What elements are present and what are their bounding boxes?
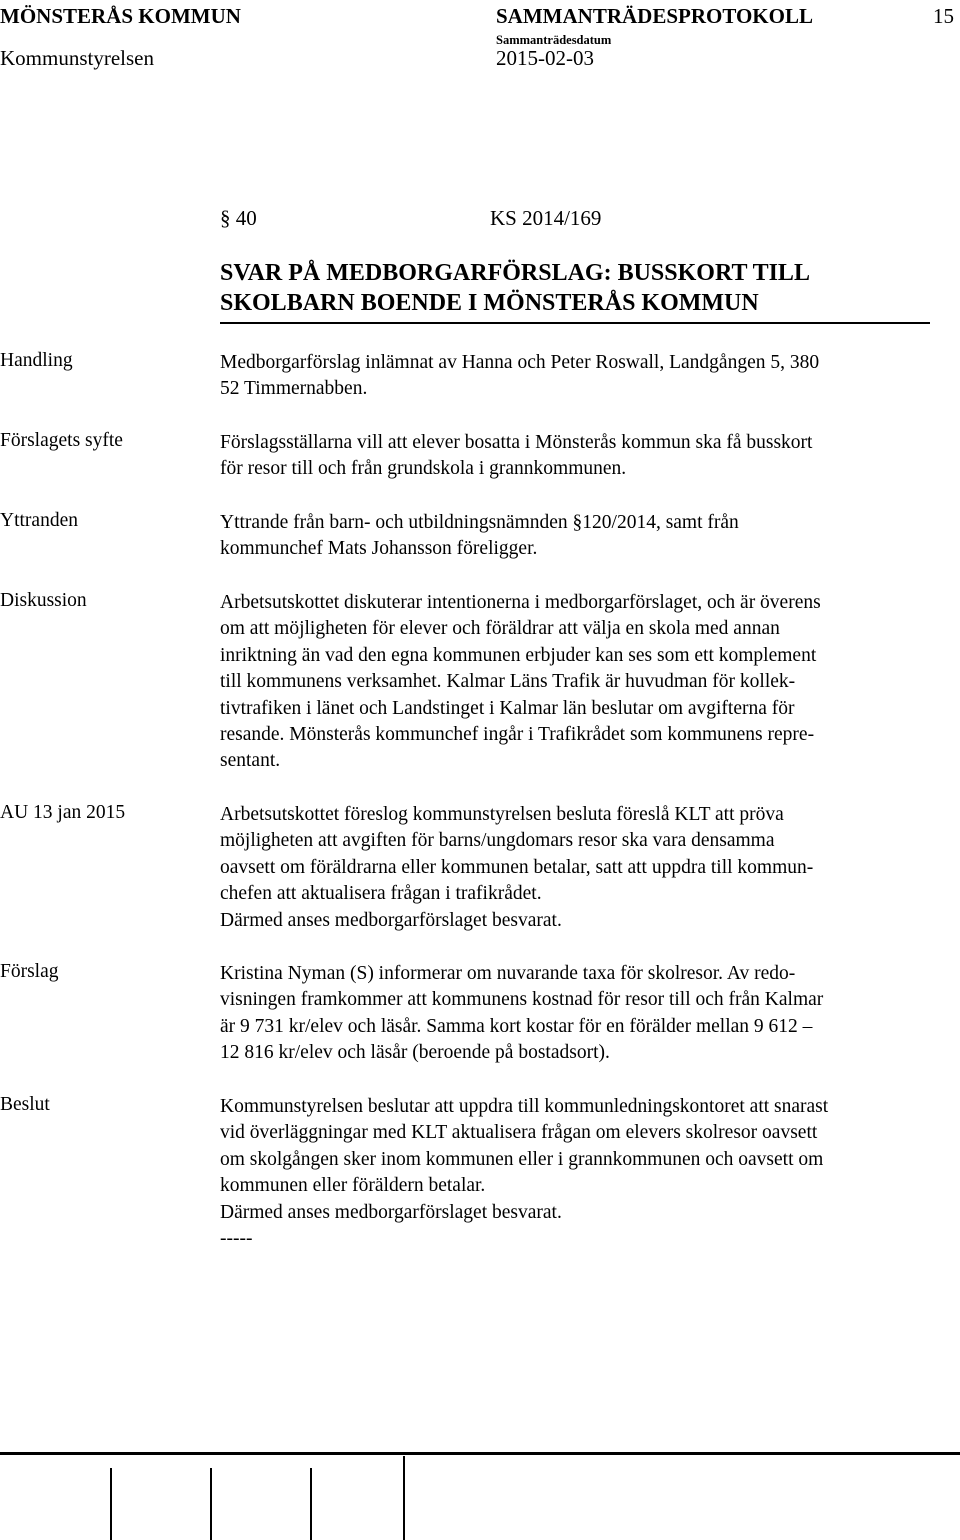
text-line: Kommunstyrelsen beslutar att uppdra till kommunledningskontoret att snarast: [220, 1096, 829, 1117]
case-number: KS 2014/169: [490, 206, 602, 230]
text-line: inriktning än vad den egna kommunen erbjuder kan ses som ett komplement: [220, 644, 817, 666]
header-org: MÖNSTERÅS KOMMUN: [0, 4, 241, 28]
text-line: resande. Mönsterås kommunchef ingår i Trafikrådet som kommunens repre-: [220, 724, 815, 746]
header-body-name: Kommunstyrelsen: [0, 46, 154, 70]
text-beslut: [220, 1094, 945, 1252]
text-line: -----: [220, 1228, 253, 1250]
text-line: visningen framkommer att kommunens kostnad för resor till och från Kalmar: [220, 989, 824, 1011]
text-line: Medborgarförslag inlämnat av Hanna och Peter Roswall, Landgången 5, 380: [220, 352, 820, 373]
text-line: Kristina Nyman (S) informerar om nuvarande taxa för skolresor. Av redo-: [220, 963, 796, 984]
text-line: oavsett om föräldrarna eller kommunen betalar, satt att uppdra till kommun-: [220, 856, 814, 878]
text-line: sentant.: [220, 750, 281, 772]
text-yttranden: [220, 510, 945, 563]
signature-box-divider: [403, 1456, 405, 1540]
signature-box-divider: [310, 1468, 312, 1540]
label-beslut: Beslut: [0, 1094, 50, 1115]
item-number-line: [220, 206, 257, 231]
header-date-label: Sammanträdesdatum: [496, 33, 612, 47]
signature-box-divider: [110, 1468, 112, 1540]
header-page-number: 15: [933, 4, 954, 28]
text-line: möjligheten att avgiften för barns/ungdomars resor ska vara densamma: [220, 830, 775, 852]
text-au: [220, 802, 945, 934]
text-syfte: [220, 430, 945, 483]
text-line: Arbetsutskottet diskuterar intentionerna i medborgarförslaget, och är överens: [220, 592, 821, 613]
header-doc-type: SAMMANTRÄDESPROTOKOLL: [496, 4, 813, 28]
label-handling: Handling: [0, 350, 73, 371]
text-line: Förslagsställarna vill att elever bosatta i Mönsterås kommun ska få busskort: [220, 432, 813, 453]
label-yttranden: Yttranden: [0, 510, 78, 531]
paragraph-sign: §: [220, 206, 231, 230]
label-forslag: Förslag: [0, 961, 59, 982]
footer-rule: [0, 1452, 960, 1455]
signature-box-divider: [210, 1468, 212, 1540]
item-number: 40: [235, 206, 257, 230]
text-line: vid överläggningar med KLT aktualisera frågan om elevers skolresor oavsett: [220, 1122, 818, 1144]
text-line: till kommunens verksamhet. Kalmar Läns Trafik är huvudman för kollek-: [220, 671, 796, 693]
text-line: Därmed anses medborgarförslaget besvarat.: [220, 909, 562, 931]
header-date: 2015-02-03: [496, 46, 594, 70]
text-line: 12 816 kr/elev och läsår (beroende på bostadsort).: [220, 1042, 610, 1064]
text-line: Arbetsutskottet föreslog kommunstyrelsen besluta föreslå KLT att pröva: [220, 804, 784, 825]
label-syfte: Förslagets syfte: [0, 430, 123, 451]
text-line: kommunen eller föräldern betalar.: [220, 1175, 486, 1197]
label-au: AU 13 jan 2015: [0, 802, 126, 823]
text-diskussion: [220, 590, 945, 775]
text-line: är 9 731 kr/elev och läsår. Samma kort kostar för en förälder mellan 9 612 –: [220, 1015, 813, 1037]
label-diskussion: Diskussion: [0, 590, 87, 611]
text-handling: [220, 350, 945, 403]
item-title-line-2: SKOLBARN BOENDE I MÖNSTERÅS KOMMUN: [220, 290, 759, 316]
text-line: om skolgången sker inom kommunen eller i grannkommunen och oavsett om: [220, 1148, 824, 1170]
title-underline: [220, 322, 930, 324]
item-title-line-1: SVAR PÅ MEDBORGARFÖRSLAG: BUSSKORT TILL: [220, 260, 810, 286]
text-line: kommunchef Mats Johansson föreligger.: [220, 538, 538, 560]
text-forslag: [220, 961, 945, 1067]
text-line: chefen att aktualisera frågan i trafikrådet.: [220, 883, 542, 905]
text-line: tivtrafiken i länet och Landstinget i Kalmar län beslutar om avgifterna för: [220, 697, 795, 719]
text-line: Yttrande från barn- och utbildningsnämnden §120/2014, samt från: [220, 512, 739, 533]
text-line: för resor till och från grundskola i grannkommunen.: [220, 458, 627, 480]
text-line: om att möjligheten för elever och föräldrar att välja en skola med annan: [220, 618, 780, 640]
text-line: Därmed anses medborgarförslaget besvarat.: [220, 1201, 562, 1223]
text-line: 52 Timmernabben.: [220, 378, 368, 400]
